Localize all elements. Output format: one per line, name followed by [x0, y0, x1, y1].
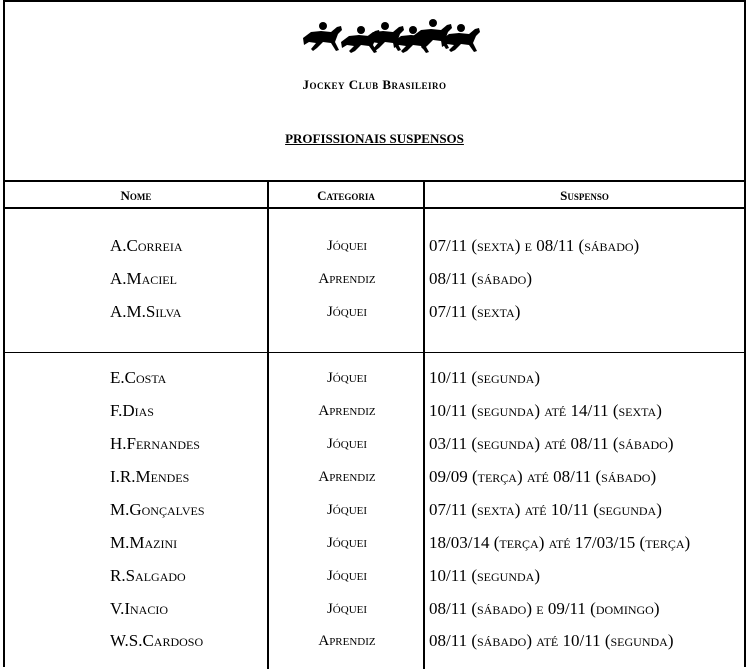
cell-categoria: Jóquei: [326, 304, 368, 320]
table-row: [5, 495, 744, 525]
cell-categoria: Jóquei: [326, 568, 368, 584]
cell-categoria: Jóquei: [326, 502, 368, 518]
cell-suspenso: 08/11 (sábado) e 09/11 (domingo): [429, 599, 660, 618]
cell-categoria: Aprendiz: [318, 271, 376, 287]
cell-suspenso: 10/11 (segunda): [429, 368, 540, 387]
table-row: [5, 594, 744, 624]
table-row: [5, 561, 744, 591]
cell-categoria: Jóquei: [326, 436, 368, 452]
horse-racing-silhouette-icon: [301, 18, 487, 54]
table-row: [5, 297, 744, 327]
table-row: [5, 528, 744, 558]
column-header-suspenso: Suspenso: [560, 188, 609, 203]
cell-nome: A.Correia: [110, 236, 183, 255]
cell-nome: M.Gonçalves: [110, 500, 205, 519]
cell-suspenso: 07/11 (sexta) e 08/11 (sábado): [429, 236, 640, 255]
cell-categoria: Jóquei: [326, 535, 368, 551]
cell-categoria: Aprendiz: [318, 403, 376, 419]
cell-suspenso: 07/11 (sexta) até 10/11 (segunda): [429, 500, 662, 519]
cell-categoria: Jóquei: [326, 238, 368, 254]
cell-nome: W.S.Cardoso: [110, 631, 204, 650]
document-page: [3, 0, 746, 667]
cell-nome: M.Mazini: [110, 533, 178, 552]
cell-suspenso: 03/11 (segunda) até 08/11 (sábado): [429, 434, 674, 453]
header-bottom-border: [5, 207, 744, 209]
cell-nome: V.Inacio: [110, 599, 168, 618]
group-divider: [5, 352, 744, 353]
cell-nome: A.Maciel: [110, 269, 177, 288]
cell-categoria: Jóquei: [326, 601, 368, 617]
column-header-nome: Nome: [120, 188, 152, 203]
table-top-border: [5, 180, 744, 182]
club-name: Jockey Club Brasileiro: [302, 77, 447, 92]
table-row: [5, 396, 744, 426]
table-row: [5, 626, 744, 656]
table-row: [5, 429, 744, 459]
table-row: [5, 462, 744, 492]
cell-categoria: Aprendiz: [318, 633, 376, 649]
cell-nome: E.Costa: [110, 368, 167, 387]
cell-categoria: Aprendiz: [318, 469, 376, 485]
cell-suspenso: 08/11 (sábado) até 10/11 (segunda): [429, 631, 674, 650]
cell-suspenso: 09/09 (terça) até 08/11 (sábado): [429, 467, 657, 486]
cell-nome: A.M.Silva: [110, 302, 182, 321]
cell-suspenso: 18/03/14 (terça) até 17/03/15 (terça): [429, 533, 691, 552]
cell-nome: H.Fernandes: [110, 434, 200, 453]
cell-categoria: Jóquei: [326, 370, 368, 386]
cell-nome: R.Salgado: [110, 566, 186, 585]
table-row: [5, 264, 744, 294]
column-header-categoria: Categoria: [317, 188, 375, 203]
cell-suspenso: 07/11 (sexta): [429, 302, 521, 321]
cell-suspenso: 08/11 (sábado): [429, 269, 533, 288]
cell-suspenso: 10/11 (segunda): [429, 566, 540, 585]
cell-suspenso: 10/11 (segunda) até 14/11 (sexta): [429, 401, 662, 420]
cell-nome: I.R.Mendes: [110, 467, 190, 486]
page-title: PROFISSIONAIS SUSPENSOS: [285, 131, 464, 146]
table-row: [5, 363, 744, 393]
cell-nome: F.Dias: [110, 401, 154, 420]
table-row: [5, 231, 744, 261]
